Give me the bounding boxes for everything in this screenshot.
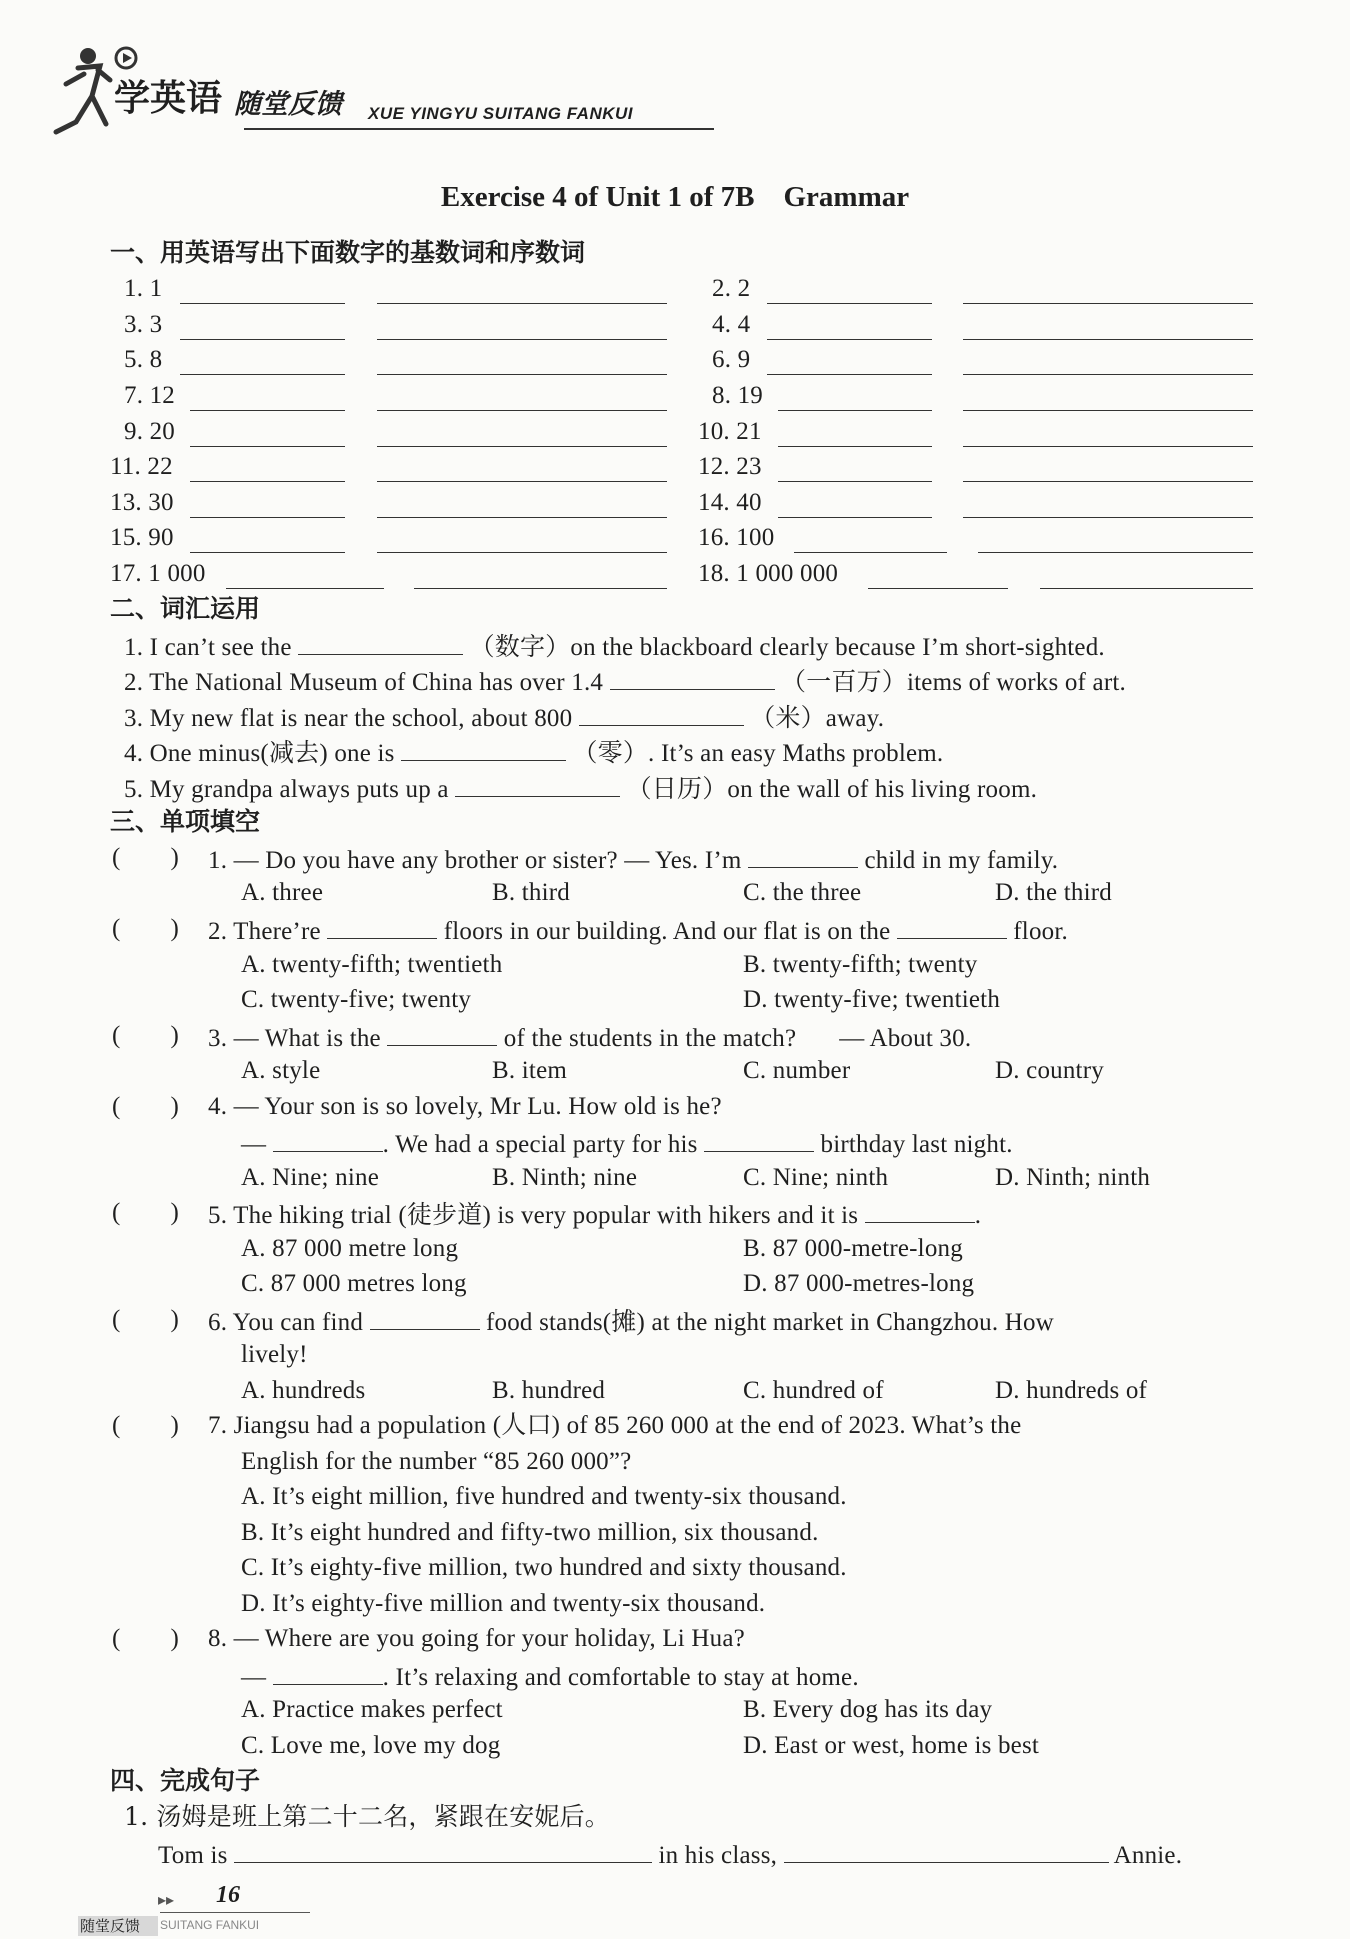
mc-question-7: 7. Jiangsu had a population (人口) of 85 260 000 at the end of 2023. What’s the <box>208 1412 1022 1439</box>
ordinal-blank[interactable] <box>963 303 1253 304</box>
mc-question-7-line-2: English for the number “85 260 000”? <box>241 1448 632 1475</box>
footer-label-en: SUITANG FANKUI <box>160 1918 260 1932</box>
answer-parens[interactable]: ( ) <box>112 1093 180 1120</box>
cardinal-blank[interactable] <box>190 517 345 518</box>
number-item: 11. 22 <box>110 453 173 480</box>
option-d[interactable]: D. 87 000-metres-long <box>743 1270 975 1297</box>
option-a[interactable]: A. three <box>241 879 324 906</box>
option-d[interactable]: D. the third <box>995 879 1112 906</box>
cardinal-blank[interactable] <box>778 446 932 447</box>
answer-parens[interactable]: ( ) <box>112 915 180 942</box>
ordinal-blank[interactable] <box>963 446 1253 447</box>
answer-blank[interactable] <box>273 1125 383 1152</box>
answer-parens[interactable]: ( ) <box>112 1199 180 1226</box>
number-item: 17. 1 000 <box>110 560 206 587</box>
cardinal-blank[interactable] <box>778 517 932 518</box>
number-item: 9. 20 <box>124 418 175 445</box>
option-c[interactable]: C. the three <box>743 879 862 906</box>
option-b[interactable]: B. Ninth; nine <box>492 1164 638 1191</box>
ordinal-blank[interactable] <box>1040 588 1253 589</box>
vocab-question-2: 2. The National Museum of China has over 1.4 （一百万）items of works of art. <box>124 663 1126 700</box>
section-2-heading: 二、词汇运用 <box>110 594 261 623</box>
number-item: 16. 100 <box>698 524 775 551</box>
answer-blank[interactable] <box>234 1836 652 1863</box>
option-b[interactable]: B. It’s eight hundred and fifty-two million, six thousand. <box>241 1519 819 1546</box>
cardinal-blank[interactable] <box>778 481 932 482</box>
answer-blank[interactable] <box>327 912 437 939</box>
logo-subtitle: 随堂反馈 <box>234 89 342 120</box>
cardinal-blank[interactable] <box>226 588 384 589</box>
footer-label: 随堂反馈 <box>80 1917 141 1935</box>
ordinal-blank[interactable] <box>963 374 1253 375</box>
option-a[interactable]: A. Nine; nine <box>241 1164 379 1191</box>
number-item: 8. 19 <box>712 382 763 409</box>
option-c[interactable]: C. Love me, love my dog <box>241 1732 501 1759</box>
ordinal-blank[interactable] <box>414 588 667 589</box>
page-title: Exercise 4 of Unit 1 of 7B Grammar <box>440 181 910 213</box>
number-item: 5. 8 <box>124 346 163 373</box>
answer-blank[interactable] <box>273 1658 383 1685</box>
cardinal-blank[interactable] <box>190 552 345 553</box>
ordinal-blank[interactable] <box>963 517 1253 518</box>
ordinal-blank[interactable] <box>377 446 667 447</box>
answer-blank[interactable] <box>579 699 744 726</box>
number-item: 7. 12 <box>124 382 175 409</box>
cardinal-blank[interactable] <box>180 339 345 340</box>
option-d[interactable]: D. It’s eighty-five million and twenty-six thousand. <box>241 1590 766 1617</box>
answer-parens[interactable]: ( ) <box>112 1412 180 1439</box>
cardinal-blank[interactable] <box>180 303 345 304</box>
mc-question-5: 5. The hiking trial (徒步道) is very popular with hikers and it is . <box>208 1196 981 1233</box>
mc-question-6: 6. You can find food stands(摊) at the night market in Changzhou. How <box>208 1303 1054 1340</box>
number-item: 13. 30 <box>110 489 174 516</box>
option-d[interactable]: D. hundreds of <box>995 1377 1148 1404</box>
cardinal-blank[interactable] <box>868 588 1008 589</box>
section-3-heading: 三、单项填空 <box>110 807 261 836</box>
answer-blank[interactable] <box>401 734 566 761</box>
mc-question-6-line-2: lively! <box>241 1341 308 1368</box>
cardinal-blank[interactable] <box>767 339 932 340</box>
vocab-question-5: 5. My grandpa always puts up a （日历）on the wall of his living room. <box>124 770 1037 807</box>
answer-blank[interactable] <box>610 663 775 690</box>
footer-rule <box>160 1912 310 1913</box>
option-d[interactable]: D. twenty-five; twentieth <box>743 986 1001 1013</box>
option-a[interactable]: A. style <box>241 1057 321 1084</box>
option-a[interactable]: A. It’s eight million, five hundred and twenty-six thousand. <box>241 1483 847 1510</box>
number-item: 14. 40 <box>698 489 762 516</box>
option-b[interactable]: B. 87 000-metre-long <box>743 1235 963 1262</box>
number-item: 4. 4 <box>712 311 751 338</box>
cardinal-blank[interactable] <box>794 552 947 553</box>
section-1-heading: 一、用英语写出下面数字的基数词和序数词 <box>110 238 586 267</box>
ordinal-blank[interactable] <box>377 339 667 340</box>
option-c[interactable]: C. Nine; ninth <box>743 1164 889 1191</box>
option-c[interactable]: C. 87 000 metres long <box>241 1270 467 1297</box>
footer <box>78 1880 338 1936</box>
footer-label-box <box>78 1916 158 1936</box>
logo-pinyin: XUE YINGYU SUITANG FANKUI <box>368 104 634 123</box>
vocab-question-4: 4. One minus(减去) one is （零）. It’s an easy Maths problem. <box>124 734 943 771</box>
number-item: 10. 21 <box>698 418 762 445</box>
number-item: 15. 90 <box>110 524 174 551</box>
section-4-heading: 四、完成句子 <box>110 1766 261 1795</box>
mc-question-4: 4. — Your son is so lovely, Mr Lu. How old is he? <box>208 1093 722 1120</box>
option-c[interactable]: C. hundred of <box>743 1377 884 1404</box>
arrow-icon: ▸▸ <box>158 1892 175 1909</box>
option-a[interactable]: A. twenty-fifth; twentieth <box>241 951 503 978</box>
cardinal-blank[interactable] <box>778 410 932 411</box>
answer-blank[interactable] <box>784 1836 1109 1863</box>
mc-question-2: 2. There’re floors in our building. And our flat is on the floor. <box>208 912 1068 949</box>
option-c[interactable]: C. twenty-five; twenty <box>241 986 472 1013</box>
option-a[interactable]: A. 87 000 metre long <box>241 1235 459 1262</box>
ordinal-blank[interactable] <box>377 410 667 411</box>
option-c[interactable]: C. number <box>743 1057 851 1084</box>
ordinal-blank[interactable] <box>963 481 1253 482</box>
cardinal-blank[interactable] <box>767 374 932 375</box>
ordinal-blank[interactable] <box>377 374 667 375</box>
option-b[interactable]: B. twenty-fifth; twenty <box>743 951 978 978</box>
option-a[interactable]: A. Practice makes perfect <box>241 1696 503 1723</box>
cardinal-blank[interactable] <box>190 481 345 482</box>
answer-blank[interactable] <box>387 1019 497 1046</box>
answer-parens[interactable]: ( ) <box>112 1022 180 1049</box>
ordinal-blank[interactable] <box>377 517 667 518</box>
mc-question-4-line-2: — . We had a special party for his birthday last night. <box>241 1125 1013 1162</box>
answer-blank[interactable] <box>865 1196 975 1223</box>
option-b[interactable]: B. item <box>492 1057 568 1084</box>
vocab-question-1: 1. I can’t see the （数字）on the blackboard clearly because I’m short-sighted. <box>124 628 1105 665</box>
option-d[interactable]: D. country <box>995 1057 1104 1084</box>
number-item: 2. 2 <box>712 275 751 302</box>
answer-parens[interactable]: ( ) <box>112 1625 180 1652</box>
logo-underline <box>244 128 714 130</box>
ordinal-blank[interactable] <box>377 303 667 304</box>
number-item: 3. 3 <box>124 311 163 338</box>
page-number: 16 <box>216 1882 240 1908</box>
header-logo <box>48 44 688 140</box>
mc-question-8: 8. — Where are you going for your holiday, Li Hua? <box>208 1625 745 1652</box>
number-item: 6. 9 <box>712 346 751 373</box>
option-c[interactable]: C. It’s eighty-five million, two hundred and sixty thousand. <box>241 1554 847 1581</box>
option-d[interactable]: D. Ninth; ninth <box>995 1164 1151 1191</box>
answer-parens[interactable]: ( ) <box>112 844 180 871</box>
option-a[interactable]: A. hundreds <box>241 1377 366 1404</box>
answer-blank[interactable] <box>704 1125 814 1152</box>
cardinal-blank[interactable] <box>190 410 345 411</box>
mc-question-3: 3. — What is the of the students in the match? — About 30. <box>208 1019 971 1056</box>
mc-question-1: 1. — Do you have any brother or sister? — Yes. I’m child in my family. <box>208 841 1058 878</box>
sentence-answer-line: Tom is in his class, Annie. <box>158 1836 1182 1873</box>
ordinal-blank[interactable] <box>377 481 667 482</box>
option-d[interactable]: D. East or west, home is best <box>743 1732 1040 1759</box>
answer-parens[interactable]: ( ) <box>112 1306 180 1333</box>
cardinal-blank[interactable] <box>190 446 345 447</box>
ordinal-blank[interactable] <box>963 339 1253 340</box>
logo-title: 学英语 <box>114 78 223 119</box>
answer-blank[interactable] <box>897 912 1007 939</box>
ordinal-blank[interactable] <box>978 552 1253 553</box>
sentence-question-1: 1. 汤姆是班上第二十二名，紧跟在安妮后。 <box>124 1802 611 1831</box>
answer-blank[interactable] <box>748 841 858 868</box>
option-b[interactable]: B. Every dog has its day <box>743 1696 993 1723</box>
answer-blank[interactable] <box>370 1303 480 1330</box>
answer-blank[interactable] <box>455 770 620 797</box>
number-item: 18. 1 000 000 <box>698 560 839 587</box>
vocab-question-3: 3. My new flat is near the school, about 800 （米）away. <box>124 699 884 736</box>
number-item: 12. 23 <box>698 453 762 480</box>
cardinal-blank[interactable] <box>767 303 932 304</box>
ordinal-blank[interactable] <box>963 410 1253 411</box>
number-item: 1. 1 <box>124 275 163 302</box>
ordinal-blank[interactable] <box>377 552 667 553</box>
mc-question-8-line-2: — . It’s relaxing and comfortable to stay at home. <box>241 1658 859 1695</box>
cardinal-blank[interactable] <box>180 374 345 375</box>
answer-blank[interactable] <box>298 628 463 655</box>
option-b[interactable]: B. third <box>492 879 570 906</box>
option-b[interactable]: B. hundred <box>492 1377 606 1404</box>
